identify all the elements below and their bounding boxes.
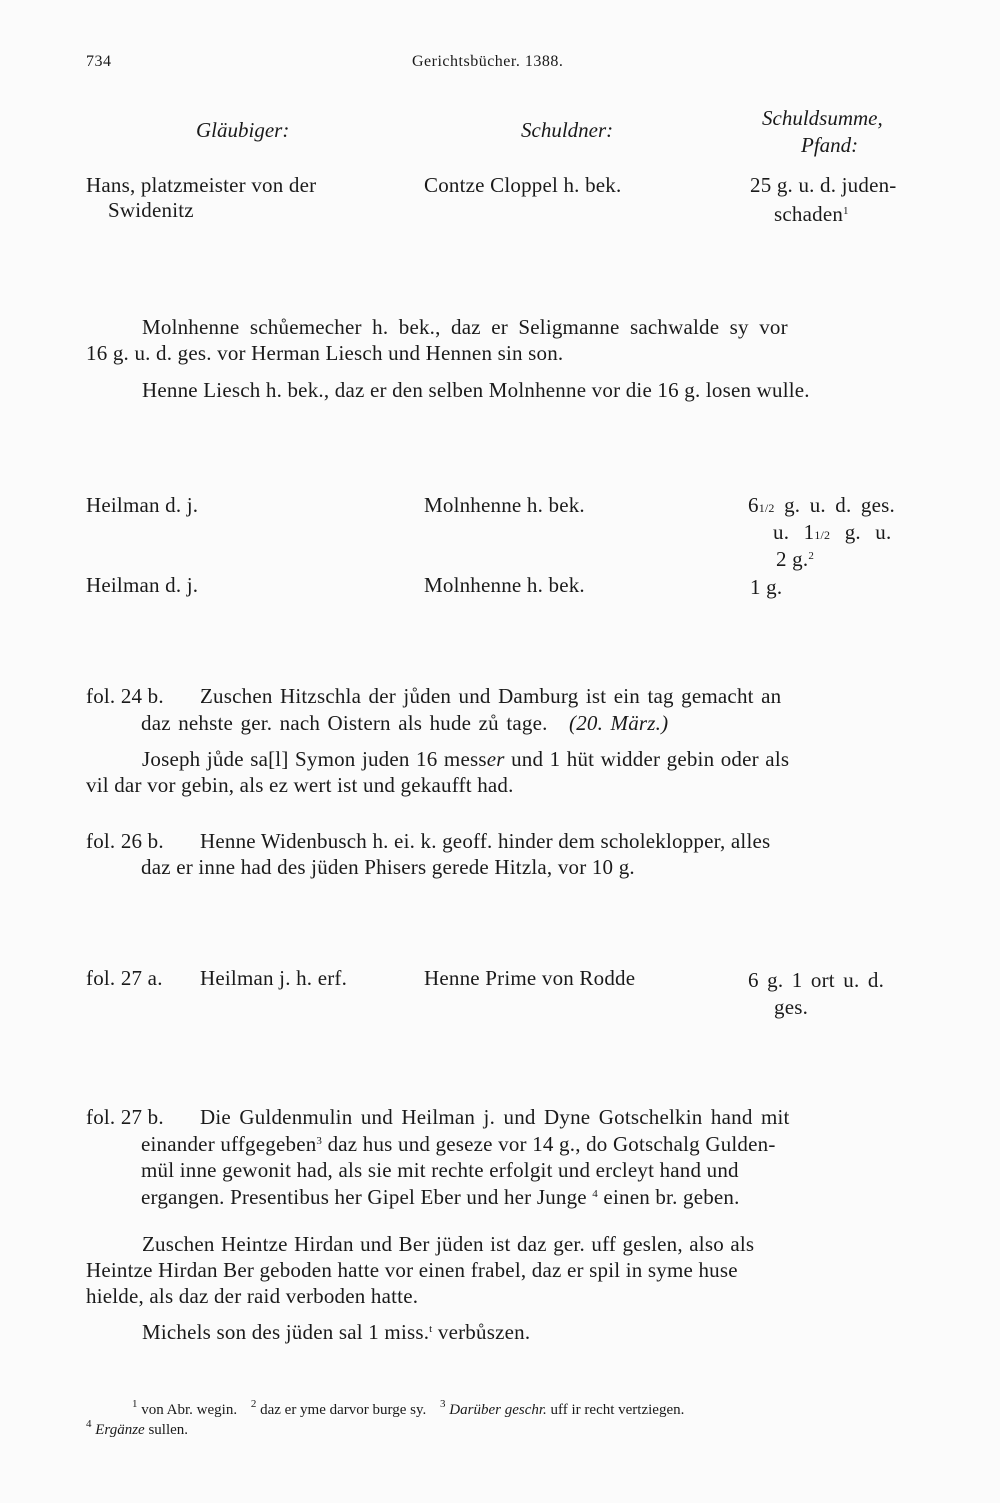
entry2-amount-line2: u. 11/2 g. u.	[773, 520, 892, 544]
fol27b-line2: einander uffgegeben$^3$ daz hus und geseze vor 14 g., do Gotschalg Gulden-	[141, 1132, 776, 1156]
footnote-ref-1: 1	[843, 205, 849, 217]
fol27a-label: fol. 27 a.	[86, 966, 163, 990]
footnote-ref-3: 3	[316, 1135, 323, 1147]
michels-paragraph: Michels son des jüden sal 1 miss.$^t$ verbůszen.	[142, 1320, 531, 1344]
entry2-creditor: Heilman d. j.	[86, 493, 199, 517]
fol26b-line2: daz er inne had des jüden Phisers gerede Hitzla, vor 10 g.	[141, 855, 635, 879]
para1-line1: Molnhenne schůemecher h. bek., daz er Seligmanne sachwalde sy vor	[142, 315, 788, 339]
fol24b-date: (20. März.)	[569, 711, 669, 735]
fol24b-line2: daz nehste ger. nach Oistern als hude zů tage. (20. März.)	[141, 711, 669, 735]
footnote-3: uff ir recht vertziegen.	[550, 1402, 685, 1418]
fol26b-line1: Henne Widenbusch h. ei. k. geoff. hinder dem scholeklopper, alles	[200, 829, 771, 853]
entry3-amount: 1 g.	[750, 575, 783, 599]
joseph-line1: Joseph jůde sa[l] Symon juden 16 messer und 1 hüt widder gebin oder als	[142, 747, 790, 771]
footnote-2: daz er yme darvor burge sy.	[260, 1402, 427, 1418]
debtor-column-heading: Schuldner:	[521, 118, 614, 142]
fol27b-line3: mül inne gewonit had, als sie mit rechte erfolgit und ercleyt hand und	[141, 1158, 739, 1182]
fol26b-label: fol. 26 b.	[86, 829, 164, 853]
creditor-column-heading: Gläubiger:	[196, 118, 290, 142]
entry3-creditor: Heilman d. j.	[86, 573, 199, 597]
footnotes-line1: $^1$ von Abr. wegin. $^2$ daz er yme darvor burge sy. $^3$ Darüber geschr. uff ir recht vertziegen.	[132, 1398, 685, 1418]
heintze-line1: Zuschen Heintze Hirdan und Ber jüden ist daz ger. uff geslen, also als	[142, 1232, 755, 1256]
entry1-creditor-line2: Swidenitz	[108, 198, 194, 222]
heintze-line3: hielde, als daz der raid verboden hatte.	[86, 1284, 419, 1308]
amount-column-heading-line2: Pfand:	[801, 133, 859, 157]
para1-line2: 16 g. u. d. ges. vor Herman Liesch und Hennen sin son.	[86, 341, 564, 365]
running-title: Gerichtsbücher. 1388.	[412, 53, 564, 70]
footnotes-line2: $^4$ Ergänze sullen.	[86, 1418, 189, 1438]
entry2-debtor: Molnhenne h. bek.	[424, 493, 585, 517]
entry1-amount-line1: 25 g. u. d. juden-	[750, 173, 897, 197]
para2: Henne Liesch h. bek., daz er den selben Molnhenne vor die 16 g. losen wulle.	[142, 378, 810, 402]
entry3-debtor: Molnhenne h. bek.	[424, 573, 585, 597]
fol24b-line1: Zuschen Hitzschla der jůden und Damburg ist ein tag gemacht an	[200, 684, 782, 708]
heintze-line2: Heintze Hirdan Ber geboden hatte vor einen frabel, daz er spil in syme huse	[86, 1258, 738, 1282]
footnote-4: sullen.	[148, 1422, 189, 1438]
fol24b-label: fol. 24 b.	[86, 684, 164, 708]
entry2-amount-line3: 2 g.$^2$	[776, 547, 815, 571]
entry2-amount-line1: 61/2 g. u. d. ges.	[748, 493, 895, 517]
entry1-debtor: Contze Cloppel h. bek.	[424, 173, 622, 197]
fol27b-label: fol. 27 b.	[86, 1105, 164, 1129]
fol27a-debtor: Henne Prime von Rodde	[424, 966, 636, 990]
fol27b-line1: Die Guldenmulin und Heilman j. und Dyne Gotschelkin hand mit	[200, 1105, 790, 1129]
footnote-1: von Abr. wegin.	[141, 1402, 238, 1418]
fol27a-amount-line2: ges.	[774, 995, 809, 1019]
footnote-ref-2: 2	[808, 550, 815, 562]
page-number: 734	[86, 53, 112, 70]
entry1-amount-line2: schaden$^1$	[774, 202, 849, 226]
fol27a-creditor: Heilman j. h. erf.	[200, 966, 348, 990]
fol27b-line4: ergangen. Presentibus her Gipel Eber und her Junge $^4$ einen br. geben.	[141, 1185, 740, 1209]
amount-column-heading-line1: Schuldsumme,	[762, 106, 883, 130]
fol27a-amount-line1: 6 g. 1 ort u. d.	[748, 968, 885, 992]
joseph-line2: vil dar vor gebin, als ez wert ist und gekaufft had.	[86, 773, 514, 797]
entry1-creditor-line1: Hans, platzmeister von der	[86, 173, 317, 197]
footnote-ref-4: 4	[592, 1188, 598, 1200]
